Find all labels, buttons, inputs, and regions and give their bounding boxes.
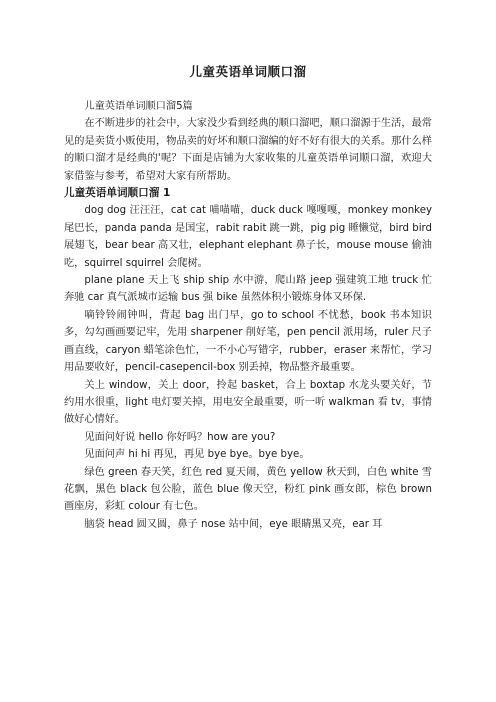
body-paragraph: 关上 window，关上 door，拎起 basket，合上 boxtap 水龙头要关好，节约用水很重，light 电灯要关掉，用电安全最重要，听一听 walkman 看 tv，事情做好心情好。 bbox=[64, 379, 432, 426]
intro-paragraph: 在不断进步的社会中，大家没少看到经典的顺口溜吧，顺口溜源于生活，最常见的是卖货小贩使用，物品卖的好坏和顺口溜编的好不好有很大的关系。那什么样的顺口溜才是经典的'呢？下面是店铺为大家收集的儿童英语单词顺口溜，欢迎大家借鉴与参考，希望对大家有所帮助。 bbox=[64, 118, 432, 182]
body-paragraph: 脑袋 head 圆又圆，鼻子 nose 站中间，eye 眼睛黑又亮，ear 耳 bbox=[84, 518, 383, 530]
body-paragraph: 见面问好说 hello 你好吗？how are you? bbox=[84, 431, 276, 443]
document-subtitle: 儿童英语单词顺口溜5篇 bbox=[84, 101, 193, 112]
body-paragraph: plane plane 天上飞 ship ship 水中游，爬山路 jeep 强建筑工地 truck 忙奔驰 car 真气派城市运输 bus 强 bike 虽然体积小锻炼身体又环保. bbox=[64, 275, 432, 304]
document-title: 儿童英语单词顺口溜 bbox=[189, 64, 307, 79]
section-heading: 儿童英语单词顺口溜 1 bbox=[64, 187, 171, 200]
body-paragraph: 见面问声 hi hi 再见，再见 bye bye。bye bye。 bbox=[84, 449, 310, 461]
body-paragraph: 绿色 green 春天笑，红色 red 夏天闹，黄色 yellow 秋天到，白色 white 雪花飘，黑色 black 包公脸，蓝色 blue 像天空，粉红 pink 画女郎，棕色 brown 画座房，彩虹 colour 有七色。 bbox=[64, 466, 432, 513]
body-paragraph: dog dog 汪汪汪，cat cat 喵喵喵，duck duck 嘎嘎嘎，monkey monkey 尾巴长，panda panda 是国宝，rabit rabit 跳一跳，pig pig 睡懒觉，bird bird 展翅飞，bear bear 高又壮，elephant elephant 鼻子长，mouse mouse 偷油吃，squirrel squirrel 会爬树。 bbox=[64, 205, 432, 269]
body-paragraph: 嘀铃铃闹钟叫，背起 bag 出门早，go to school 不忧愁，book 书本知识多，勾勾画画要记牢，先用 sharpener 削好笔，pen pencil 派用场，ruler 尺子画直线，caryon 蜡笔涂色忙，一不小心写错字，rubber，eraser 来帮忙，学习用品要收好，pencil-casepencil-box 别丢掉，物品整齐最重要。 bbox=[64, 309, 432, 374]
